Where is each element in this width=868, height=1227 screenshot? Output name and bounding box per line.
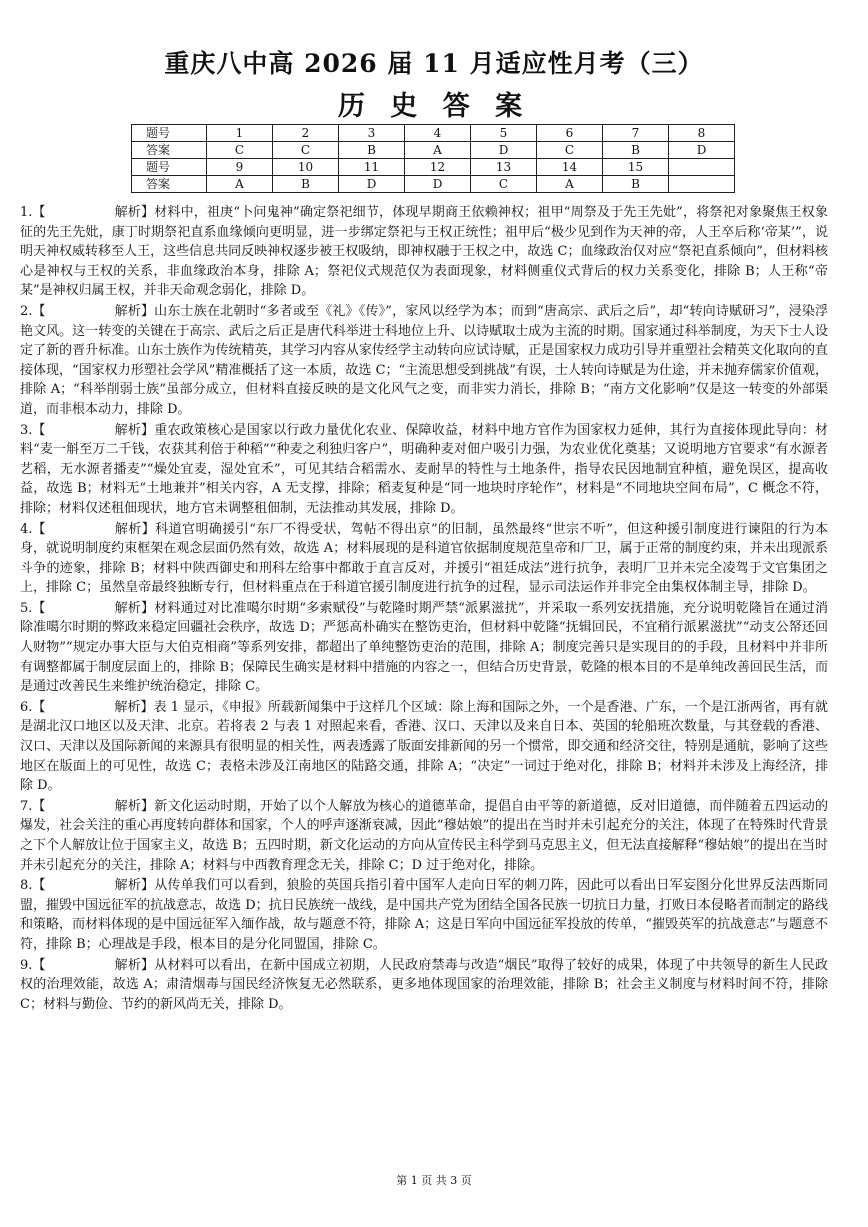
explanation-item bbox=[20, 302, 828, 420]
page-subtitle: 历 史 答 案 bbox=[337, 91, 531, 122]
explanation-text: 从传单我们可以看到，狼脸的英国兵指引着中国军人走向日军的刺刀阵，因此可以看出日军妄图分化世界反法西斯同盟，摧毁中国远征军的抗战意志，故选 D；抗日民族统一战线，是中国共产党为团结全国各民族一切抗日力量，打败日本侵略者而制定的路线和策略，而材料体现的是中国远征军入缅作战，故与题意不符，排除 A；这是日军向中国远征军投放的传单，“摧毁英军的抗战意志”与题意不符，排除 B；心理战是手段，根本目的是分化同盟国，排除 C。 bbox=[20, 878, 828, 952]
explanation-item bbox=[20, 956, 828, 1015]
answer-table-cell bbox=[669, 176, 735, 193]
answer-table-cell: C bbox=[537, 142, 603, 159]
explanation-text: 科道官明确援引“东厂不得受状，驾帖不得出京”的旧制，虽然最终“世宗不听”，但这种援引制度进行谏阻的行为本身，就说明制度约束框架在观念层面仍然有效，故选 A；材料展现的是科道官依据制度规范皇帝和厂卫，属于正常的制度约束，并未出现派系斗争的迹象，排除 B；材料中陕西御史和刑科左给事中都敢于直言反对，并援引“祖廷成法”进行抗争，表明厂卫并未完全凌驾于文官集团之上，排除 C；虽然皇帝最终独断专行，但材料重点在于科道官援引制度进行抗争的过程，显示司法运作并非完全由集权体制主导，排除 D。 bbox=[20, 521, 828, 596]
analysis-tag: 解析】 bbox=[114, 699, 154, 715]
question-number: 1. bbox=[20, 205, 33, 220]
analysis-tag: 解析】 bbox=[114, 600, 155, 616]
answer-table-cell: 15 bbox=[603, 159, 669, 176]
answer-table-cell: 5 bbox=[471, 125, 537, 142]
analysis-tag: 解析】 bbox=[114, 798, 155, 814]
answer-table-cell: D bbox=[405, 176, 471, 193]
answer-table-cell: 1 bbox=[207, 125, 273, 142]
explanation-text: 表 1 显示，《申报》所载新闻集中于这样几个区域：除上海和国际之外，一个是香港、广东，一个是江浙两省，再有就是湖北汉口地区以及天津、北京。若将表 2 与表 1 对照起来看，香港、汉口、天津以及来自日本、英国的轮船班次数量，与其登载的香港、汉口、天津以及国际新闻的来源具有很明显的相关性，两表透露了版面安排新闻的另一个惯常，即交通和经济交往，特别是通航，影响了这些地区在版面上的可见性，故选 C；表格未涉及江南地区的陆路交通，排除 A；“决定”一词过于绝对化，排除 B；材料并未涉及上海经济，排除 D。 bbox=[20, 699, 828, 794]
answer-table bbox=[131, 124, 735, 193]
analysis-tag: 解析】 bbox=[114, 878, 155, 894]
answer-bracket: 【 bbox=[32, 303, 46, 319]
answer-table-cell: 2 bbox=[273, 125, 339, 142]
explanation-item bbox=[20, 876, 828, 954]
explanation-text: 从材料可以看出，在新中国成立初期，人民政府禁毒与改造“烟民”取得了较好的成果，体现了中共领导的新生人民政权的治理效能，故选 A；肃清烟毒与国民经济恢复无必然联系，更多地体现国家的治理效能，排除 B；社会主义制度与材料时间不符，排除 C；材料与勤俭、节约的新风尚无关，排除 D。 bbox=[20, 957, 828, 1012]
answer-bracket: 【 bbox=[32, 957, 46, 973]
answer-table-cell: A bbox=[207, 176, 273, 193]
analysis-tag: 解析】 bbox=[114, 957, 155, 973]
answer-bracket: 【 bbox=[32, 699, 46, 715]
answer-table-cell: D bbox=[339, 176, 405, 193]
answer-table-cell: 3 bbox=[339, 125, 405, 142]
answer-table-cell bbox=[669, 159, 735, 176]
answer-table-cell: A bbox=[405, 142, 471, 159]
question-number: 5. bbox=[20, 600, 33, 616]
answer-table-cell: D bbox=[471, 142, 537, 159]
answer-table-cell: 10 bbox=[273, 159, 339, 176]
explanation-item bbox=[20, 599, 828, 697]
answer-table-row bbox=[132, 125, 735, 142]
question-number: 4. bbox=[20, 521, 33, 537]
explanation-text: 材料中，祖庚“卜问鬼神”确定祭祀细节，体现早期商王依赖神权；祖甲“周祭及于先王先妣”，将祭祀对象聚焦王权象征的先王先妣，康丁时期祭祀直系血缘倾向更明显，进一步绑定祭祀与王权正统性；祖甲后“极少见到作为天神的帝，人王卒后称‘帝某’”，说明天神权威转移至人王，这些信息共同反映神权逐步被王权吸纳，即神权融于王权之中，故选 C；血缘政治仅对应“祭祀直系倾向”，但材料核心是神权与王权的关系，非血缘政治本身，排除 A；祭祀仪式规范仅为表面现象，材料侧重仪式背后的权力关系变化，排除 B；人王称“帝某”是神权归属王权，并非天命观念弱化，排除 D。 bbox=[20, 205, 828, 299]
analysis-tag: 解析】 bbox=[114, 521, 156, 537]
answer-table-cell: 14 bbox=[537, 159, 603, 176]
answer-table-row-label: 答案 bbox=[132, 176, 207, 193]
question-number: 6. bbox=[20, 699, 33, 715]
question-number: 3. bbox=[20, 422, 33, 438]
answer-table-cell: 8 bbox=[669, 125, 735, 142]
explanation-item bbox=[20, 797, 828, 875]
answer-table-cell: 4 bbox=[405, 125, 471, 142]
answer-table-row-label: 答案 bbox=[132, 142, 207, 159]
question-number: 8. bbox=[20, 878, 33, 894]
answer-table-cell: 11 bbox=[339, 159, 405, 176]
answer-table-cell: 13 bbox=[471, 159, 537, 176]
answer-table-row bbox=[132, 159, 735, 176]
explanation-item bbox=[20, 203, 828, 301]
page-title: 重庆八中高 2026 届 11 月适应性月考（三） bbox=[164, 49, 704, 78]
question-number: 7. bbox=[20, 798, 33, 814]
answer-bracket: 【 bbox=[32, 600, 46, 616]
answer-table-cell: B bbox=[603, 142, 669, 159]
answer-table-row-label: 题号 bbox=[132, 159, 207, 176]
answer-table-cell: C bbox=[471, 176, 537, 193]
analysis-tag: 解析】 bbox=[114, 303, 155, 319]
answer-table-cell: D bbox=[669, 142, 735, 159]
answer-bracket: 【 bbox=[32, 422, 46, 438]
answer-table-cell: C bbox=[207, 142, 273, 159]
answer-table-cell: B bbox=[603, 176, 669, 193]
answer-bracket: 【 bbox=[32, 205, 46, 220]
answer-table-cell: 12 bbox=[405, 159, 471, 176]
explanation-item bbox=[20, 520, 828, 598]
answer-table-cell: 6 bbox=[537, 125, 603, 142]
question-number: 2. bbox=[20, 303, 33, 319]
explanation-item bbox=[20, 421, 828, 519]
explanations bbox=[20, 203, 828, 1014]
page-footer: 第 1 页 共 3 页 bbox=[396, 1174, 472, 1187]
explanation-item bbox=[20, 698, 828, 796]
answer-table-row bbox=[132, 176, 735, 193]
analysis-tag: 解析】 bbox=[114, 422, 155, 438]
answer-table-cell: A bbox=[537, 176, 603, 193]
answer-bracket: 【 bbox=[32, 521, 46, 537]
analysis-tag: 解析】 bbox=[114, 205, 155, 220]
question-number: 9. bbox=[20, 957, 33, 973]
answer-bracket: 【 bbox=[32, 798, 46, 814]
explanation-text: 重农政策核心是国家以行政力量优化农业、保障收益，材料中地方官作为国家权力延伸，其行为直接体现此导向：材料“麦一斛至万二千钱，农获其利倍于种稻”“种麦之利独归客户”，明确种麦对佃户吸引力强，为农业优化奠基；又说明地方官要求“有水源者艺稻，无水源者播麦”“燥处宜麦，湿处宜禾”，可见其结合稻需水、麦耐旱的特性与土地条件，指导农民因地制宜种植，避免误区，提高收益，故选 B；材料无“土地兼并”相关内容，A 无支撑，排除；稻麦复种是“同一地块时序轮作”，材料是“不同地块空间布局”，C 概念不符，排除；材料仅述租佃现状，地方官未调整租佃制，无法推动其发展，排除 D。 bbox=[20, 422, 828, 516]
answer-table-cell: 7 bbox=[603, 125, 669, 142]
answer-table-row-label: 题号 bbox=[132, 125, 207, 142]
answer-table-cell: 9 bbox=[207, 159, 273, 176]
answer-table-cell: C bbox=[273, 142, 339, 159]
explanation-text: 材料通过对比准噶尔时期“多索赋役”与乾隆时期严禁“派累滋扰”，并采取一系列安抚措施，充分说明乾隆旨在通过消除准噶尔时期的弊政来稳定回疆社会秩序，故选 D；严惩高朴确实在整饬吏治，但材料中乾隆“抚辑回民，不宜稍行派累滋扰”“动支公帑还回人财物”“规定办事大臣与大伯克相商”等系列安排，都超出了单纯整饬吏治的范围，排除 A；制度完善只是实现目的的手段，且材料中并非所有调整都属于制度层面上的，排除 B；保障民生确实是材料中措施的内容之一，但结合历史背景，乾隆的根本目的不是单纯改善回民生活，而是通过改善民生来维护统治稳定，排除 C。 bbox=[20, 600, 828, 695]
answer-table-row bbox=[132, 142, 735, 159]
answer-table-cell: B bbox=[273, 176, 339, 193]
answer-bracket: 【 bbox=[32, 878, 46, 894]
explanation-text: 山东士族在北朝时“多者或至《礼》《传》”，家风以经学为本；而到“唐高宗、武后之后”，却“转向诗赋研习”，浸染浮艳文风。这一转变的关键在于高宗、武后之后正是唐代科举进士科地位上升、以诗赋取士成为主流的时期。国家通过科举制度，为天下士人设定了新的晋升标准。山东士族作为传统精英，其学习内容从家传经学主动转向应试诗赋，正是国家权力成功引导并重塑社会精英文化取向的直接体现，“国家权力形塑社会学风”精准概括了这一本质，故选 C；“主流思想受到挑战”有误，士人转向诗赋是为仕途，并未抛弃儒家价值观，排除 A；“科举削弱士族”虽部分成立，但材料直接反映的是文化风气之变，而非实力消长，排除 B；“南方文化影响”仅是这一转变的外部渠道，而非根本动力，排除 D。 bbox=[20, 303, 828, 417]
explanation-text: 新文化运动时期，开始了以个人解放为核心的道德革命，提倡自由平等的新道德，反对旧道德，而伴随着五四运动的爆发，社会关注的重心再度转向群体和国家，个人的呼声逐渐衰减，因此“穆姑娘”的提出在当时并未引起充分的关注，体现了在特殊时代背景之下个人解放让位于国家主义，故选 B；五四时期，新文化运动的方向从宣传民主科学到马克思主义，但无法直接解释“穆姑娘”的提出在当时并未引起充分的关注，排除 A；材料与中西教育理念无关，排除 C；D 过于绝对化，排除。 bbox=[20, 798, 828, 873]
answer-table-cell: B bbox=[339, 142, 405, 159]
